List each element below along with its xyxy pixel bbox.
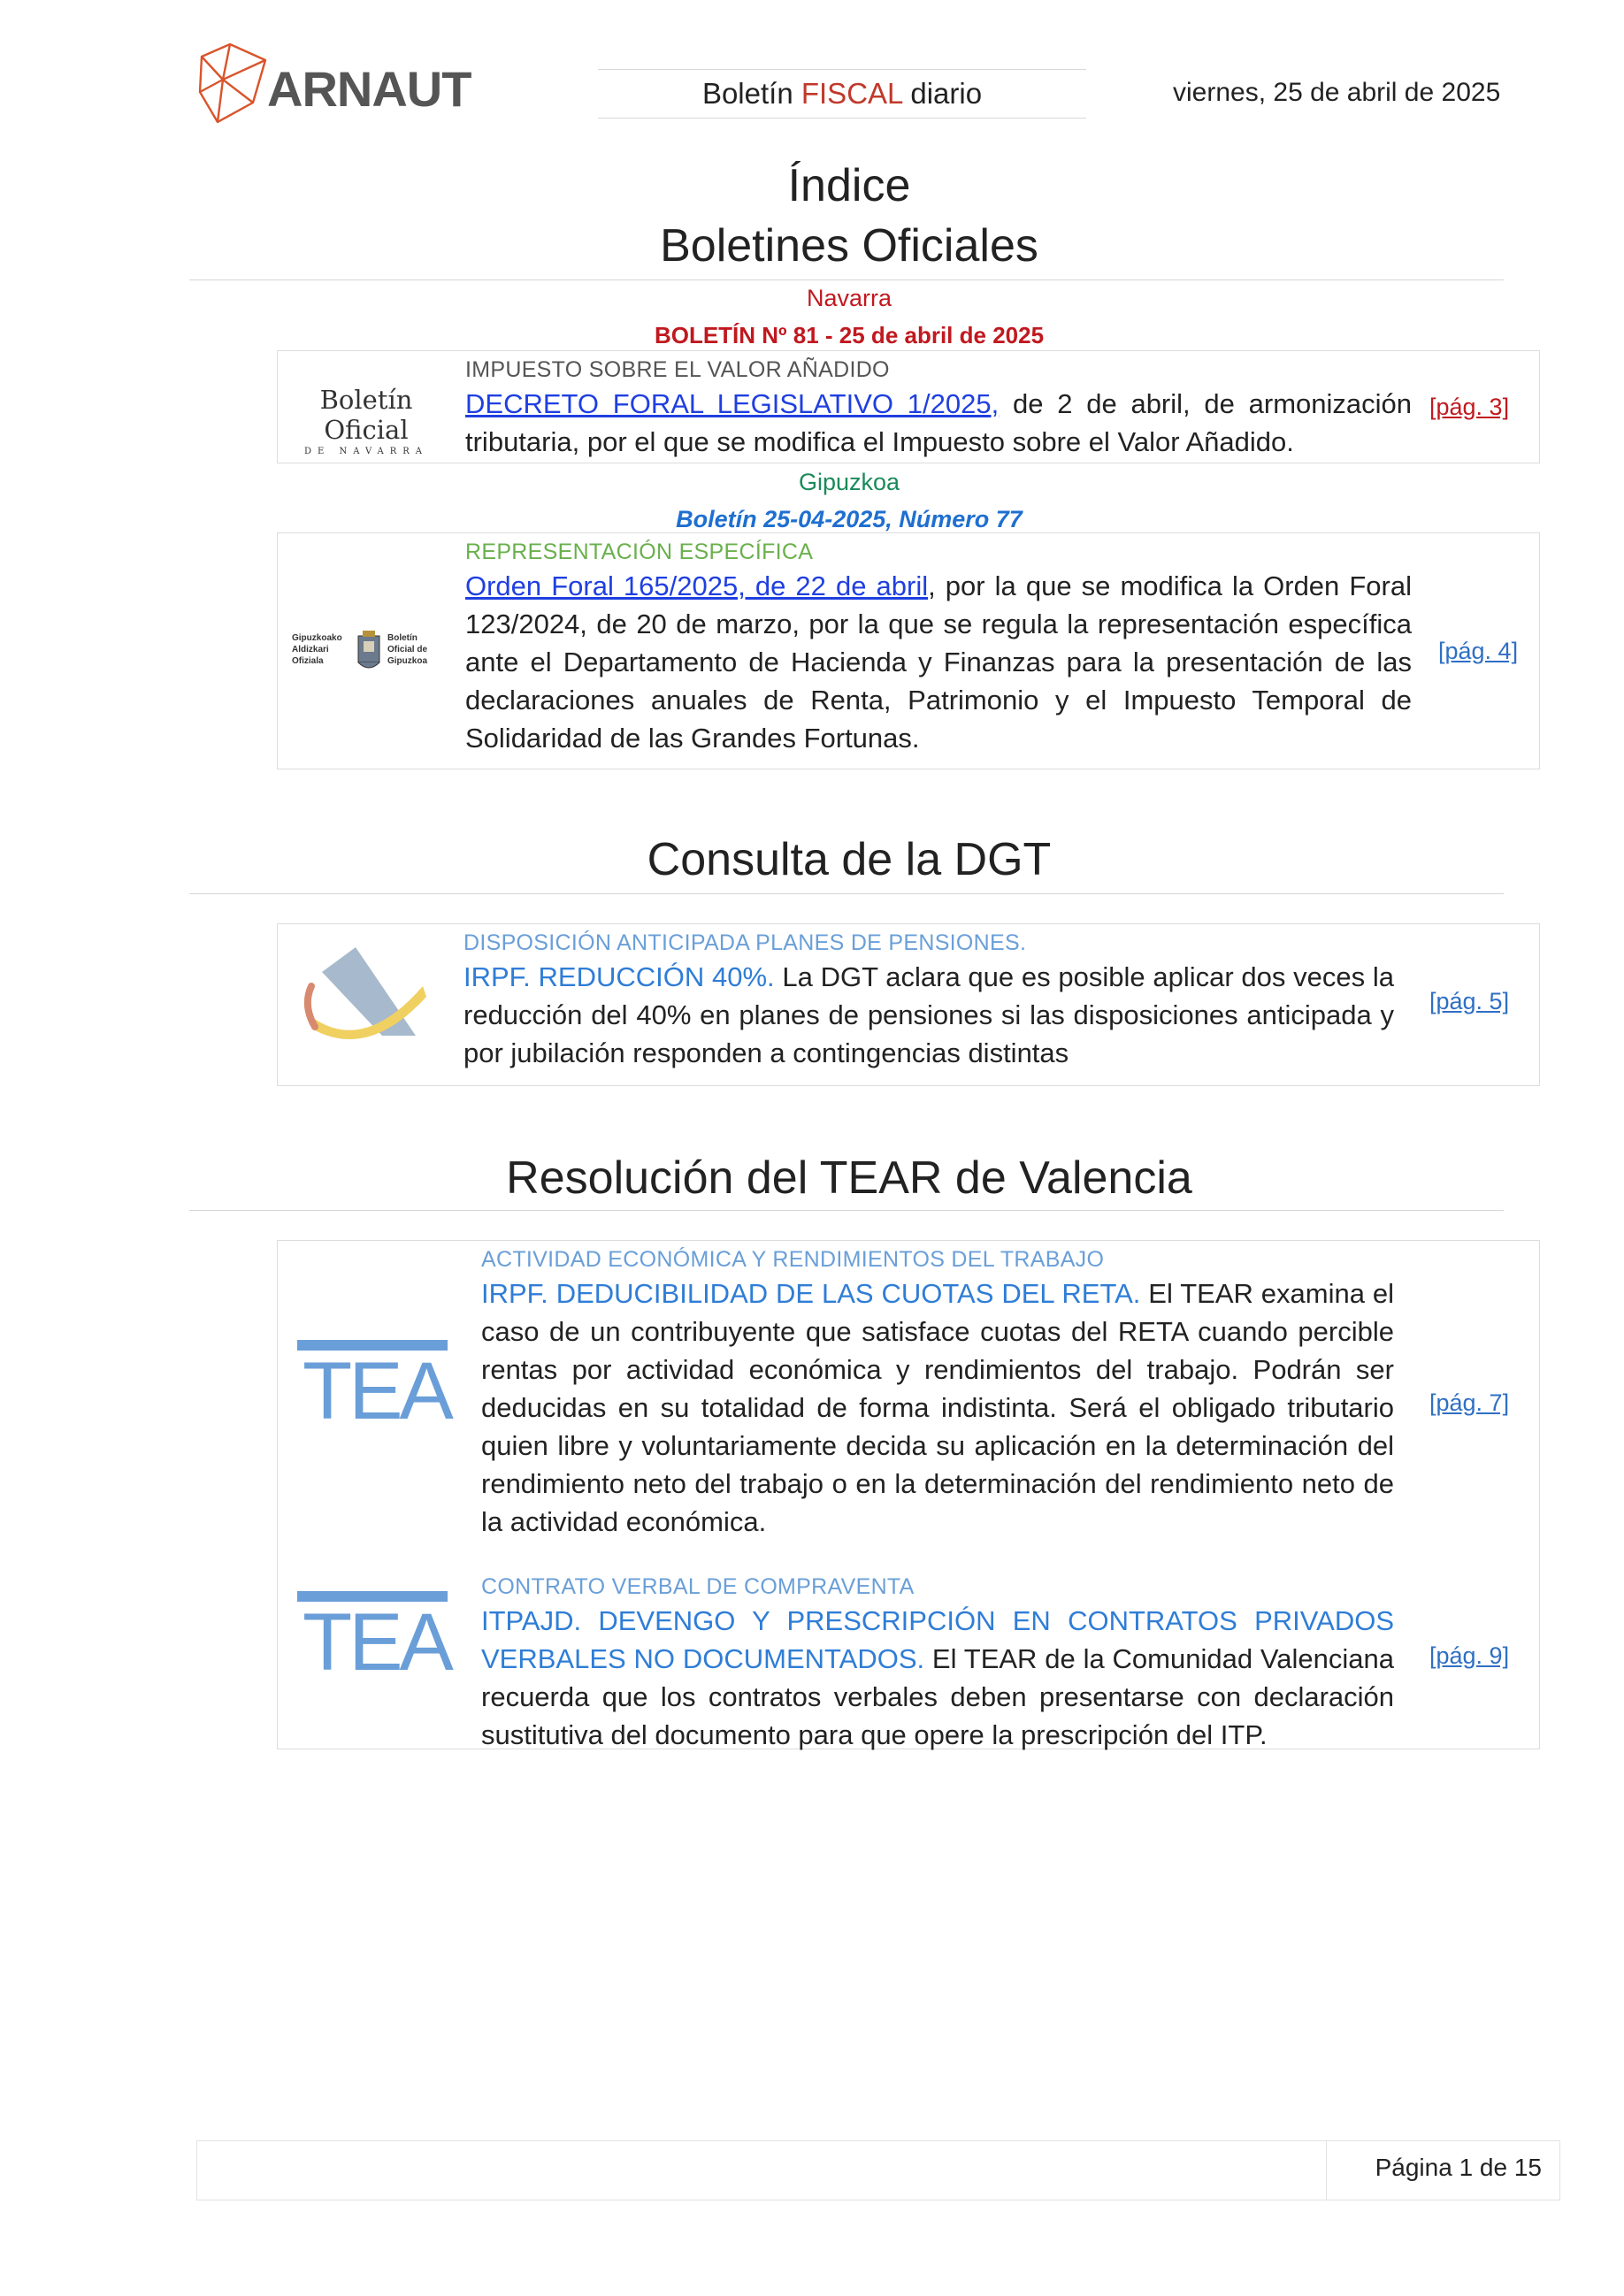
navarra-category: IMPUESTO SOBRE EL VALOR AÑADIDO — [465, 357, 890, 382]
tea-logo: TEA — [297, 1591, 448, 1688]
divider — [189, 279, 1504, 280]
logo-wordmark: ARNAUT — [267, 61, 471, 117]
gipuzkoa-orden-link[interactable]: Orden Foral 165/2025, de 22 de abril — [465, 570, 929, 601]
tear-item-2-lead: ITPAJD. DEVENGO Y PRESCRIPCIÓN EN CONTRATOS PRIVADOS VERBALES NO DOCUMENTADOS. — [481, 1605, 1394, 1674]
arnaut-logo — [196, 41, 471, 129]
gipuzkoa-bulletin-number: Boletín 25-04-2025, Número 77 — [676, 506, 1023, 532]
index-title: Índice — [787, 160, 911, 211]
dgt-title: Consulta de la DGT — [647, 834, 1052, 885]
tea-logo: TEA — [297, 1340, 448, 1437]
page-footer — [196, 2140, 1560, 2200]
arnaut-crystal-icon — [196, 41, 271, 129]
bulletin-accent: FISCAL — [801, 77, 903, 110]
footer-divider — [1326, 2141, 1327, 2200]
gipuzkoa-shield-icon — [356, 631, 382, 671]
boletines-title: Boletines Oficiales — [660, 220, 1038, 272]
navarra-decreto-link[interactable]: DECRETO FORAL LEGISLATIVO 1/2025, — [465, 388, 1000, 419]
navarra-bulletin-number: BOLETÍN Nº 81 - 25 de abril de 2025 — [654, 322, 1045, 348]
gipuzkoa-logo: Gipuzkoako Aldizkari Ofiziala Boletín Oficial de Gipuzkoa — [292, 629, 442, 682]
dgt-entry — [277, 923, 1540, 1086]
tear-item-2-body: CONTRATO VERBAL DE COMPRAVENTA ITPAJD. DEVENGO Y PRESCRIPCIÓN EN CONTRATOS PRIVADOS VERBALES NO DOCUMENTADOS. El TEAR de la Comunidad Valenciana recuerda que los contratos verbales deben presentarse con declaración sustitutiva del documento para que opere la prescripción del ITP. — [481, 1572, 1394, 1754]
bulletin-date: viernes, 25 de abril de 2025 — [1173, 78, 1501, 107]
gipuzkoa-entry-body: REPRESENTACIÓN ESPECÍFICA Orden Foral 165/2025, de 22 de abril, por la que se modifica la Orden Foral 123/2024, de 20 de marzo, por la que se regula la representación específica ante el Departamento de Hacienda y Finanzas para la presentación de las declaraciones anuales de Renta, Patrimonio y el Impuesto Temporal de Solidaridad de las Grandes Fortunas. — [465, 537, 1412, 757]
tear-entry — [277, 1240, 1540, 1749]
tear-item-2-page-link[interactable]: [pág. 9] — [1429, 1642, 1510, 1669]
dgt-category: DISPOSICIÓN ANTICIPADA PLANES DE PENSIONES. — [463, 930, 1027, 955]
dgt-lead: IRPF. REDUCCIÓN 40%. — [463, 961, 775, 992]
divider — [189, 893, 1504, 894]
gipuzkoa-category: REPRESENTACIÓN ESPECÍFICA — [465, 540, 814, 564]
region-gipuzkoa: Gipuzkoa — [798, 469, 900, 495]
dgt-entry-body: DISPOSICIÓN ANTICIPADA PLANES DE PENSIONES. IRPF. REDUCCIÓN 40%. La DGT aclara que es posible aplicar dos veces la reducción del 40% en planes de pensiones si las disposiciones anticipada y por jubilación responden a contingencias distintas — [463, 928, 1394, 1072]
tear-item-1-category: ACTIVIDAD ECONÓMICA Y RENDIMIENTOS DEL TRABAJO — [481, 1247, 1105, 1272]
gipuzkoa-page-link[interactable]: [pág. 4] — [1438, 638, 1519, 664]
divider — [189, 1210, 1504, 1211]
bulletin-title: Boletín FISCAL diario — [598, 69, 1086, 119]
navarra-page-link[interactable]: [pág. 3] — [1429, 394, 1510, 420]
tear-item-1-body: ACTIVIDAD ECONÓMICA Y RENDIMIENTOS DEL TRABAJO IRPF. DEDUCIBILIDAD DE LAS CUOTAS DEL RETA. El TEAR examina el caso de un contribuyente que satisface cuotas del RETA cuando percible rentas por actividad económica y rendimientos del trabajo. Podrán ser deducidas en su totalidad de forma indistinta. Será el obligado tributario quien libre y voluntariamente decida su aplicación en la determinación del rendimiento neto del trabajo o en la determinación del rendimiento neto de la actividad económica. — [481, 1244, 1394, 1541]
navarra-logo: Boletín Oficial DE NAVARRA — [303, 385, 428, 456]
tear-item-1-page-link[interactable]: [pág. 7] — [1429, 1389, 1510, 1416]
tear-title: Resolución del TEAR de Valencia — [506, 1152, 1192, 1204]
region-navarra: Navarra — [806, 285, 892, 311]
navarra-entry — [277, 350, 1540, 463]
navarra-entry-body: IMPUESTO SOBRE EL VALOR AÑADIDO DECRETO FORAL LEGISLATIVO 1/2025, de 2 de abril, de armonización tributaria, por el que se modifica el Impuesto sobre el Valor Añadido. — [465, 355, 1412, 461]
agencia-tributaria-icon — [303, 942, 435, 1048]
dgt-page-link[interactable]: [pág. 5] — [1429, 988, 1510, 1014]
tear-item-2-category: CONTRATO VERBAL DE COMPRAVENTA — [481, 1574, 915, 1599]
page-number: Página 1 de 15 — [1375, 2154, 1542, 2181]
tear-item-1-lead: IRPF. DEDUCIBILIDAD DE LAS CUOTAS DEL RETA. — [481, 1278, 1141, 1309]
gipuzkoa-entry — [277, 532, 1540, 769]
